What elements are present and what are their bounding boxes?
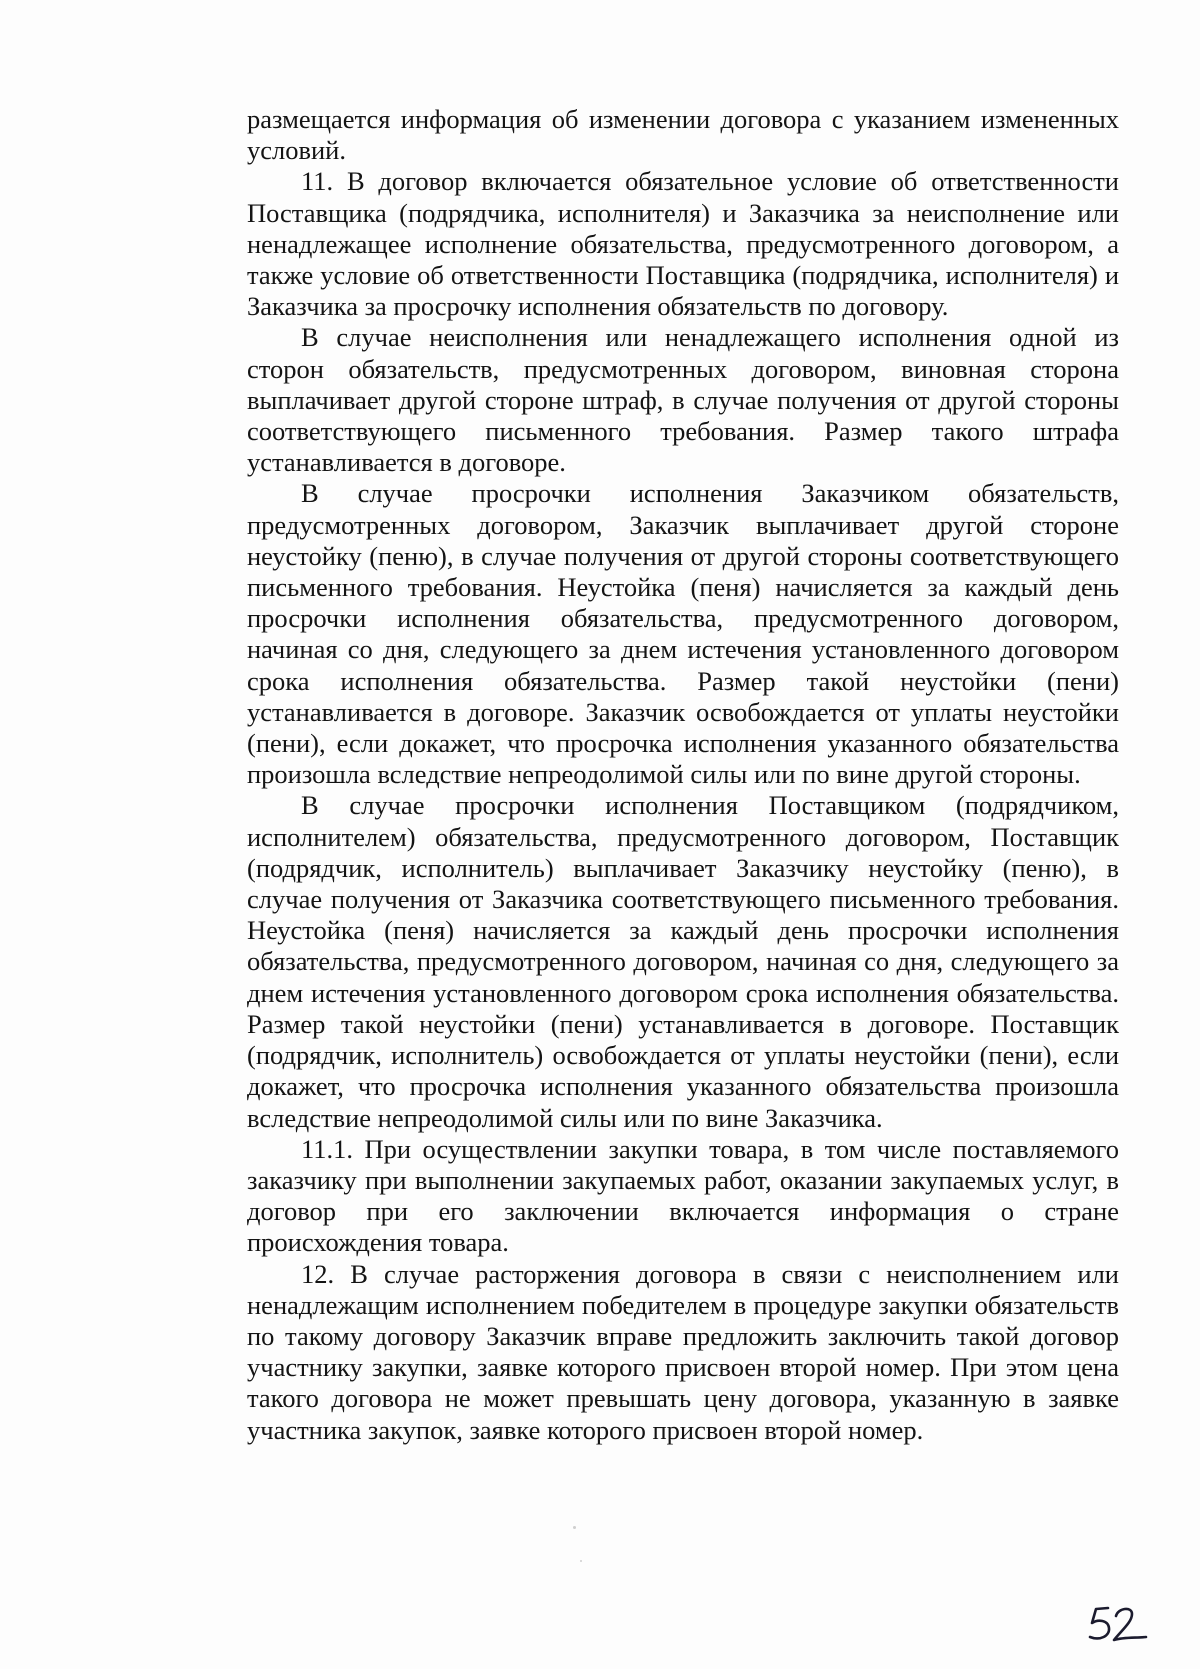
paragraph-continuation: размещается информация об изменении договора с указанием измененных условий. xyxy=(247,104,1119,166)
paragraph-penalty-fine: В случае неисполнения или ненадлежащего исполнения одной из сторон обязательств, предусмотренных договором, виновная сторона выплачивает другой стороне штраф, в случае получения от другой стороны соответствующего письменного требования. Размер такого штрафа устанавливается в договоре. xyxy=(247,322,1119,478)
paragraph-item-12: 12. В случае расторжения договора в связи с неисполнением или ненадлежащим исполнением победителем в процедуре закупки обязательств по такому договору Заказчик вправе предложить заключить такой договор участнику закупки, заявке которого присвоен второй номер. При этом цена такого договора не может превышать цену договора, указанную в заявке участника закупок, заявке которого присвоен второй номер. xyxy=(247,1258,1119,1445)
document-body xyxy=(247,104,1119,1446)
scan-speck xyxy=(573,1526,576,1529)
handwritten-page-number xyxy=(1086,1604,1156,1644)
paragraph-customer-delay: В случае просрочки исполнения Заказчиком обязательств, предусмотренных договором, Заказчик выплачивает другой стороне неустойку (пеню), в случае получения от другой стороны соответствующего письменного требования. Неустойка (пеня) начисляется за каждый день просрочки исполнения обязательства, предусмотренного договором, начиная со дня, следующего за днем истечения установленного договором срока исполнения обязательства. Размер такой неустойки (пени) устанавливается в договоре. Заказчик освобождается от уплаты неустойки (пени), если докажет, что просрочка исполнения указанного обязательства произошла вследствие непреодолимой силы или по вине другой стороны. xyxy=(247,478,1119,790)
paragraph-item-11: 11. В договор включается обязательное условие об ответственности Поставщика (подрядчика, исполнителя) и Заказчика за неисполнение или ненадлежащее исполнение обязательства, предусмотренного договором, а также условие об ответственности Поставщика (подрядчика, исполнителя) и Заказчика за просрочку исполнения обязательств по договору. xyxy=(247,166,1119,322)
scan-speck xyxy=(580,1560,582,1562)
paragraph-item-11-1: 11.1. При осуществлении закупки товара, в том числе поставляемого заказчику при выполнении закупаемых работ, оказании закупаемых услуг, в договор при его заключении включается информация о стране происхождения товара. xyxy=(247,1133,1119,1258)
paragraph-supplier-delay: В случае просрочки исполнения Поставщиком (подрядчиком, исполнителем) обязательства, предусмотренного договором, Поставщик (подрядчик, исполнитель) выплачивает Заказчику неустойку (пеню), в случае получения от Заказчика соответствующего письменного требования. Неустойка (пеня) начисляется за каждый день просрочки исполнения обязательства, предусмотренного договором, начиная со дня, следующего за днем истечения установленного договором срока исполнения обязательства. Размер такой неустойки (пени) устанавливается в договоре. Поставщик (подрядчик, исполнитель) освобождается от уплаты неустойки (пени), если докажет, что просрочка исполнения указанного обязательства произошла вследствие непреодолимой силы или по вине Заказчика. xyxy=(247,790,1119,1133)
page-number-handwriting-icon xyxy=(1086,1604,1156,1644)
